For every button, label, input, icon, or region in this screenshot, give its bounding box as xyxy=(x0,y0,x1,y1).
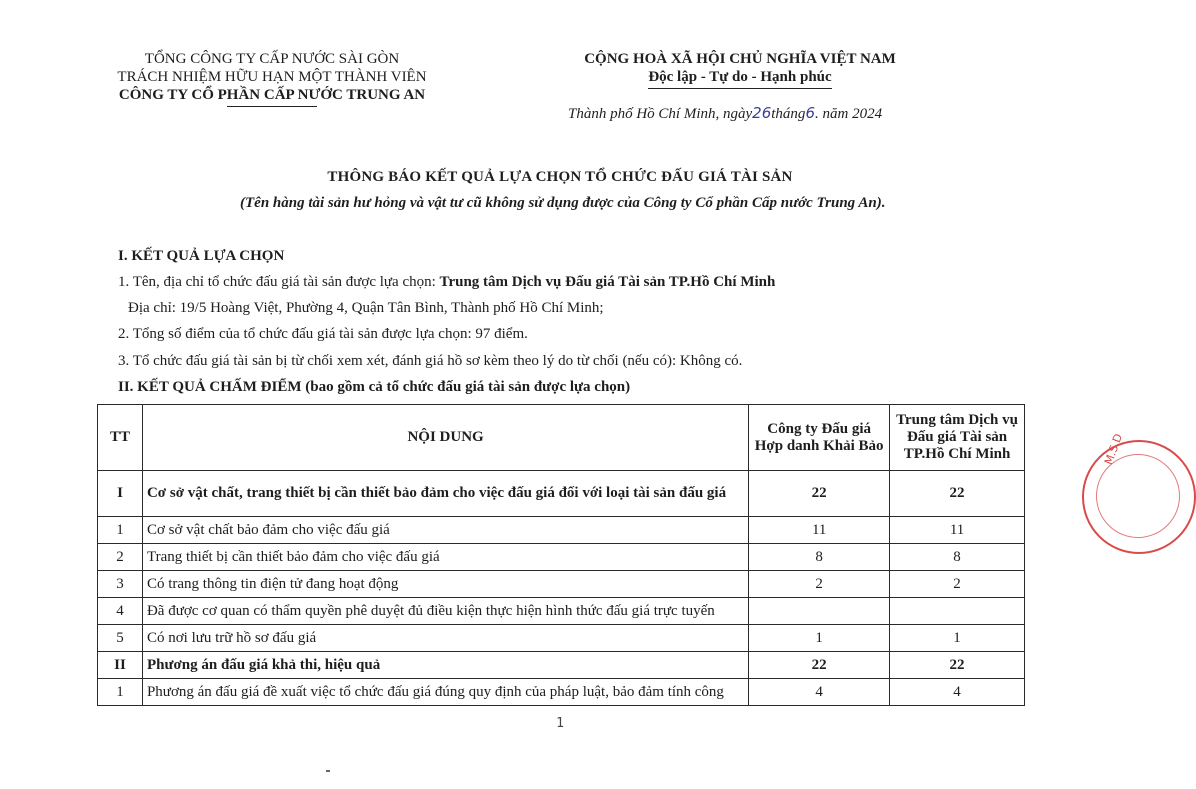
row-tt: 1 xyxy=(98,679,143,706)
section1-heading: I. KẾT QUẢ LỰA CHỌN xyxy=(118,248,285,264)
date-prefix: Thành phố Hồ Chí Minh, ngày xyxy=(568,106,753,122)
table-row xyxy=(98,598,1025,625)
section1-item2: 2. Tổng số điểm của tổ chức đấu giá tài sản được lựa chọn: 97 điểm. xyxy=(118,326,528,342)
row-tt: II xyxy=(98,652,143,679)
page-number: 1 xyxy=(556,716,564,731)
row-tt: 5 xyxy=(98,625,143,652)
row-score-trung-tam: 11 xyxy=(890,517,1025,544)
document-subtitle: (Tên hàng tài sản hư hỏng và vật tư cũ không sử dụng được của Công ty Cổ phần Cấp nước Trung An). xyxy=(240,195,886,211)
issuer-parent-line2: TRÁCH NHIỆM HỮU HẠN MỘT THÀNH VIÊN xyxy=(117,69,427,85)
red-seal-inner-ring xyxy=(1096,454,1180,538)
row-score-khai-bao: 1 xyxy=(749,625,890,652)
section1-item1 xyxy=(118,274,775,291)
table-body xyxy=(98,471,1025,706)
table-row xyxy=(98,625,1025,652)
row-content: Phương án đấu giá khả thi, hiệu quả xyxy=(142,652,748,679)
row-tt: 3 xyxy=(98,571,143,598)
row-content: Cơ sở vật chất, trang thiết bị cần thiết bảo đảm cho việc đấu giá đối với loại tài sản đấu giá xyxy=(142,471,748,517)
row-score-khai-bao xyxy=(749,598,890,625)
document-title: THÔNG BÁO KẾT QUẢ LỰA CHỌN TỔ CHỨC ĐẤU GIÁ TÀI SẢN xyxy=(327,169,793,185)
date-line xyxy=(568,104,882,123)
header-trung-tam: Trung tâm Dịch vụ Đấu giá Tài sản TP.Hồ Chí Minh xyxy=(890,405,1025,471)
issuer-parent-line1: TỔNG CÔNG TY CẤP NƯỚC SÀI GÒN xyxy=(144,51,400,67)
section2-heading: II. KẾT QUẢ CHẤM ĐIỂM (bao gồm cả tổ chức đấu giá tài sản được lựa chọn) xyxy=(118,379,631,395)
selected-organization: Trung tâm Dịch vụ Đấu giá Tài sản TP.Hồ Chí Minh xyxy=(439,274,776,290)
row-score-trung-tam xyxy=(890,598,1025,625)
row-score-trung-tam: 1 xyxy=(890,625,1025,652)
row-tt: I xyxy=(98,471,143,517)
score-table xyxy=(97,404,1025,706)
table-row xyxy=(98,471,1025,517)
row-content: Đã được cơ quan có thẩm quyền phê duyệt đủ điều kiện thực hiện hình thức đấu giá trực tuyến xyxy=(142,598,748,625)
table-header-row xyxy=(98,405,1025,471)
row-content: Có nơi lưu trữ hồ sơ đấu giá xyxy=(142,625,748,652)
issuer-header xyxy=(92,50,452,107)
red-seal xyxy=(1082,431,1196,554)
date-suffix: . năm 2024 xyxy=(814,106,883,122)
header-content: NỘI DUNG xyxy=(142,405,748,471)
date-day-handwritten: 26 xyxy=(752,104,772,122)
table-row xyxy=(98,517,1025,544)
table-row xyxy=(98,652,1025,679)
row-content: Cơ sở vật chất bảo đảm cho việc đấu giá xyxy=(142,517,748,544)
row-tt: 2 xyxy=(98,544,143,571)
header-khai-bao: Công ty Đấu giá Hợp danh Khải Bảo xyxy=(749,405,890,471)
section1-address: Địa chỉ: 19/5 Hoàng Việt, Phường 4, Quận Tân Bình, Thành phố Hồ Chí Minh; xyxy=(128,300,604,316)
issuer-underline xyxy=(227,106,317,107)
row-score-khai-bao: 8 xyxy=(749,544,890,571)
table-row xyxy=(98,679,1025,706)
header-tt: TT xyxy=(98,405,143,471)
national-header xyxy=(560,50,920,89)
row-content: Phương án đấu giá đề xuất việc tổ chức đấu giá đúng quy định của pháp luật, bảo đảm tính công xyxy=(142,679,748,706)
row-score-khai-bao: 4 xyxy=(749,679,890,706)
national-title: CỘNG HOÀ XÃ HỘI CHỦ NGHĨA VIỆT NAM xyxy=(584,51,896,67)
row-score-trung-tam: 22 xyxy=(890,471,1025,517)
row-score-trung-tam: 8 xyxy=(890,544,1025,571)
row-content: Trang thiết bị cần thiết bảo đảm cho việc đấu giá xyxy=(142,544,748,571)
row-score-trung-tam: 22 xyxy=(890,652,1025,679)
row-tt: 1 xyxy=(98,517,143,544)
section1-item3: 3. Tổ chức đấu giá tài sản bị từ chối xem xét, đánh giá hồ sơ kèm theo lý do từ chối (nếu có): Không có. xyxy=(118,353,743,369)
date-month-label: tháng xyxy=(771,106,806,122)
row-score-khai-bao: 22 xyxy=(749,471,890,517)
table-row xyxy=(98,544,1025,571)
red-seal-text: M.S.D xyxy=(1102,431,1126,467)
row-score-khai-bao: 11 xyxy=(749,517,890,544)
scan-speck xyxy=(326,770,330,772)
row-tt: 4 xyxy=(98,598,143,625)
national-motto: Độc lập - Tự do - Hạnh phúc xyxy=(648,68,831,89)
row-score-khai-bao: 2 xyxy=(749,571,890,598)
date-month-handwritten: 6 xyxy=(805,104,815,122)
row-score-khai-bao: 22 xyxy=(749,652,890,679)
row-score-trung-tam: 4 xyxy=(890,679,1025,706)
section1-item1-label: 1. Tên, địa chỉ tổ chức đấu giá tài sản được lựa chọn: xyxy=(118,274,440,290)
table-row xyxy=(98,571,1025,598)
row-score-trung-tam: 2 xyxy=(890,571,1025,598)
row-content: Có trang thông tin điện tử đang hoạt động xyxy=(142,571,748,598)
issuer-company: CÔNG TY CỔ PHẦN CẤP NƯỚC TRUNG AN xyxy=(118,87,426,103)
